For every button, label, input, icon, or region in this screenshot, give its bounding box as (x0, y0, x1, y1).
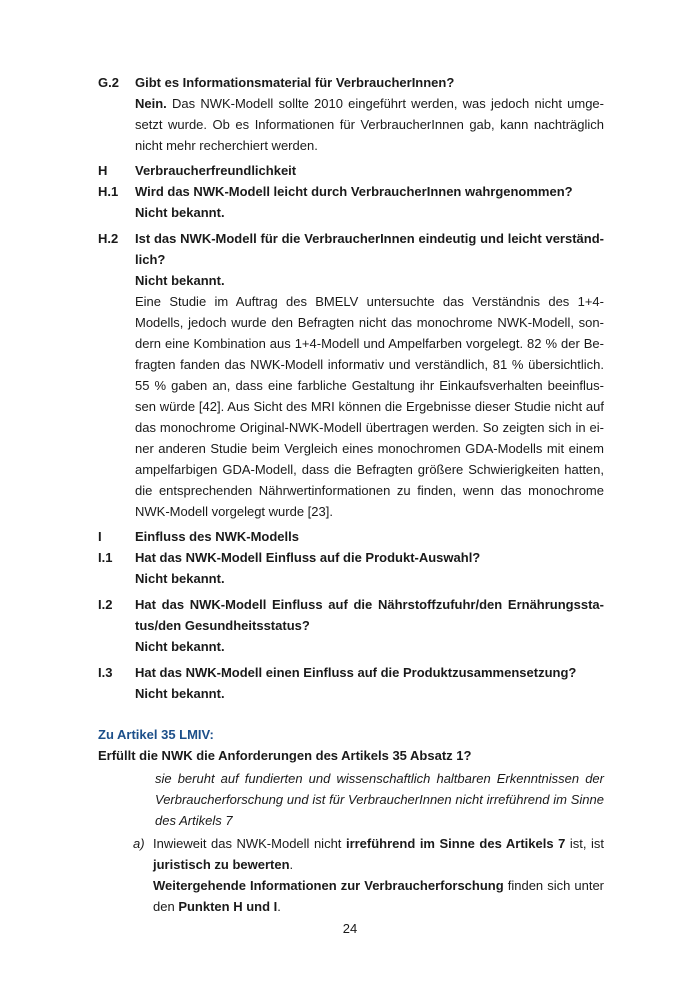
article-question: Erfüllt die NWK die Anforderungen des Artikels 35 Absatz 1? (98, 748, 472, 763)
section-body (135, 72, 604, 156)
section-body (135, 228, 604, 522)
section-h2 (98, 228, 604, 522)
section-heading: Verbraucherfreundlichkeit (135, 163, 297, 178)
section-h (98, 160, 604, 181)
page-number: 24 (342, 921, 358, 936)
question-text: Hat das NWK-Modell Einfluss auf die Nährstoffzufuhr/den Ernährungsstatus/den Gesundheitsstatus? (135, 597, 604, 633)
answer-text: Nicht bekannt. (135, 686, 225, 701)
section-label: H.2 (98, 231, 119, 246)
section-i2 (98, 594, 604, 657)
section-label: H (98, 163, 108, 178)
section-body (135, 594, 604, 657)
section-label: I (98, 529, 102, 544)
answer-lead: Nein. (135, 96, 167, 111)
answer-text: Nicht bekannt. (135, 571, 225, 586)
section-label: H.1 (98, 184, 119, 199)
section-body (135, 526, 604, 547)
article-list-item-a (133, 833, 604, 917)
item-text: finden sich unter den (153, 878, 604, 914)
question-text: Hat das NWK-Modell Einfluss auf die Produkt-Auswahl? (135, 550, 481, 565)
answer-text: Nicht bekannt. (135, 639, 225, 654)
detail-paragraph: Eine Studie im Auftrag des BMELV untersuchte das Verständnis des 1+4-Modells, jedoch wurde den Befragten nicht das monochrome NWK-Modell, sondern eine Kombination aus 1+4-Modell und Ampelfarben vorgelegt. 82 % der Befragten fanden das NWK-Modell informativ und verständlich, 81 % übersichtlich. 55 % gaben an, dass eine farbliche Gestaltung ihr Einkaufsverhalten beeinflussen würde [42]. Aus Sicht des MRI können die Ergebnisse dieser Studie nicht auf das monochrome Original-NWK-Modell übertragen werden. So zeigten sich in einer anderen Studie beim Vergleich eines monochromen GDA-Modells mit einem ampelfarbigen GDA-Modell, dass die Befragten größere Schwierigkeiten hatten, die entsprechenden Nährwertinformationen zu finden, wenn das monochrome NWK-Modell vorgelegt wurde [23]. (135, 294, 604, 519)
question-text: Wird das NWK-Modell leicht durch VerbraucherInnen wahrgenommen? (135, 184, 573, 199)
section-label: G.2 (98, 75, 119, 90)
answer-text: Nicht bekannt. (135, 205, 225, 220)
section-heading: Einfluss des NWK-Modells (135, 529, 299, 544)
section-i1 (98, 547, 604, 589)
section-i3 (98, 662, 604, 704)
section-label: I.3 (98, 665, 113, 680)
section-g2 (98, 72, 604, 156)
item-text: . (277, 899, 281, 914)
answer-paragraph (135, 93, 604, 156)
item-text: ist, ist (565, 836, 604, 851)
article-quote: sie beruht auf fundierten und wissenschaftlich haltbaren Erkenntnissen der Verbraucherforschung und ist für VerbraucherInnen nicht irreführend im Sinne des Artikels 7 (155, 771, 604, 828)
section-body (135, 181, 604, 223)
page-content (98, 72, 604, 917)
section-body (135, 547, 604, 589)
list-item-line2 (153, 875, 604, 917)
section-body (135, 662, 604, 704)
item-bold: juristisch zu bewerten (153, 857, 290, 872)
item-text: Inwieweit das NWK-Modell nicht (153, 836, 346, 851)
section-i (98, 526, 604, 547)
list-item-body (153, 833, 604, 917)
item-text: . (289, 857, 294, 872)
section-h1 (98, 181, 604, 223)
answer-text: Nicht bekannt. (135, 273, 225, 288)
section-label: I.2 (98, 597, 113, 612)
question-text: Gibt es Informationsmaterial für VerbraucherInnen? (135, 75, 455, 90)
item-bold: irreführend im Sinne des Artikels 7 (345, 836, 566, 851)
list-item-label: a) (133, 836, 145, 851)
question-text: Hat das NWK-Modell einen Einfluss auf die Produktzusammensetzung? (135, 665, 577, 680)
list-item-line1 (153, 833, 604, 875)
article-heading: Zu Artikel 35 LMIV: (98, 727, 214, 742)
section-label: I.1 (98, 550, 113, 565)
question-text: Ist das NWK-Modell für die VerbraucherInnen eindeutig und leicht verständlich? (135, 231, 604, 267)
answer-rest: Das NWK-Modell sollte 2010 eingeführt werden, was jedoch nicht umgesetzt wurde. Ob es Informationen für VerbraucherInnen gab, kann nachträglich nicht mehr recherchiert werden. (135, 96, 604, 153)
section-body (135, 160, 604, 181)
item-bold: Weitergehende Informationen zur Verbraucherforschung (153, 878, 504, 893)
item-bold: Punkten H und I (178, 899, 278, 914)
